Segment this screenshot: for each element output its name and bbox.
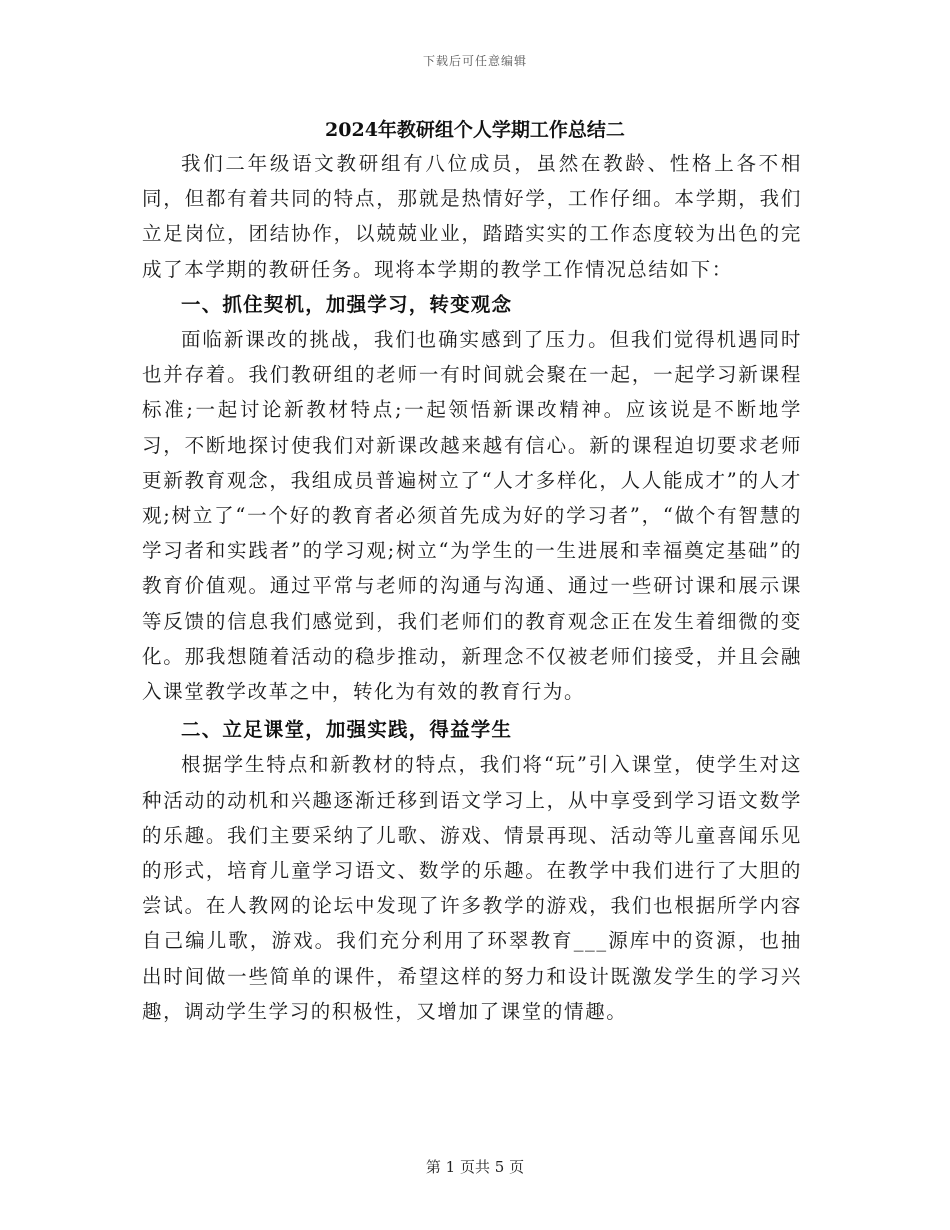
page-title: 2024年教研组个人学期工作总结二: [325, 119, 625, 141]
section-heading-1: 一、抓住契机，加强学习，转变观念: [181, 292, 513, 316]
section-heading-2: 二、立足课堂，加强实践，得益学生: [181, 718, 513, 742]
document-body: [142, 146, 802, 1029]
page-number: 第 1 页共 5 页: [425, 1158, 525, 1176]
header-note: 下载后可任意编辑: [422, 54, 527, 68]
section-body-2: 根据学生特点和新教材的特点，我们将“玩”引入课堂，使学生对这种活动的动机和兴趣逐渐迁移到语文学习上，从中享受到学习语文数学的乐趣。我们主要采纳了儿歌、游戏、情景再现、活动等儿童喜闻乐见的形式，培育儿童学习语文、数学的乐趣。在教学中我们进行了大胆的尝试。在人教网的论坛中发现了许多教学的游戏，我们也根据所学内容自己编儿歌，游戏。我们充分利用了环翠教育___源库中的资源，也抽出时间做一些简单的课件，希望这样的努力和设计既激发学生的学习兴趣，调动学生学习的积极性，又增加了课堂的情趣。: [142, 753, 802, 1023]
section-body-1: 面临新课改的挑战，我们也确实感到了压力。但我们觉得机遇同时也并存着。我们教研组的老师一有时间就会聚在一起，一起学习新课程标准;一起讨论新教材特点;一起领悟新课改精神。应该说是不断地学习，不断地探讨使我们对新课改越来越有信心。新的课程迫切要求老师更新教育观念，我组成员普遍树立了“人才多样化，人人能成才”的人才观;树立了“一个好的教育者必须首先成为好的学习者”，“做个有智慧的学习者和实践者”的学习观;树立“为学生的一生进展和幸福奠定基础”的教育价值观。通过平常与老师的沟通与沟通、通过一些研讨课和展示课等反馈的信息我们感觉到，我们老师们的教育观念正在发生着细微的变化。那我想随着活动的稳步推动，新理念不仅被老师们接受，并且会融入课堂教学改革之中，转化为有效的教育行为。: [142, 328, 802, 704]
intro-paragraph: 我们二年级语文教研组有八位成员，虽然在教龄、性格上各不相同，但都有着共同的特点，那就是热情好学，工作仔细。本学期，我们立足岗位，团结协作，以兢兢业业，踏踏实实的工作态度较为出色的完成了本学期的教研任务。现将本学期的教学工作情况总结如下：: [142, 152, 802, 281]
